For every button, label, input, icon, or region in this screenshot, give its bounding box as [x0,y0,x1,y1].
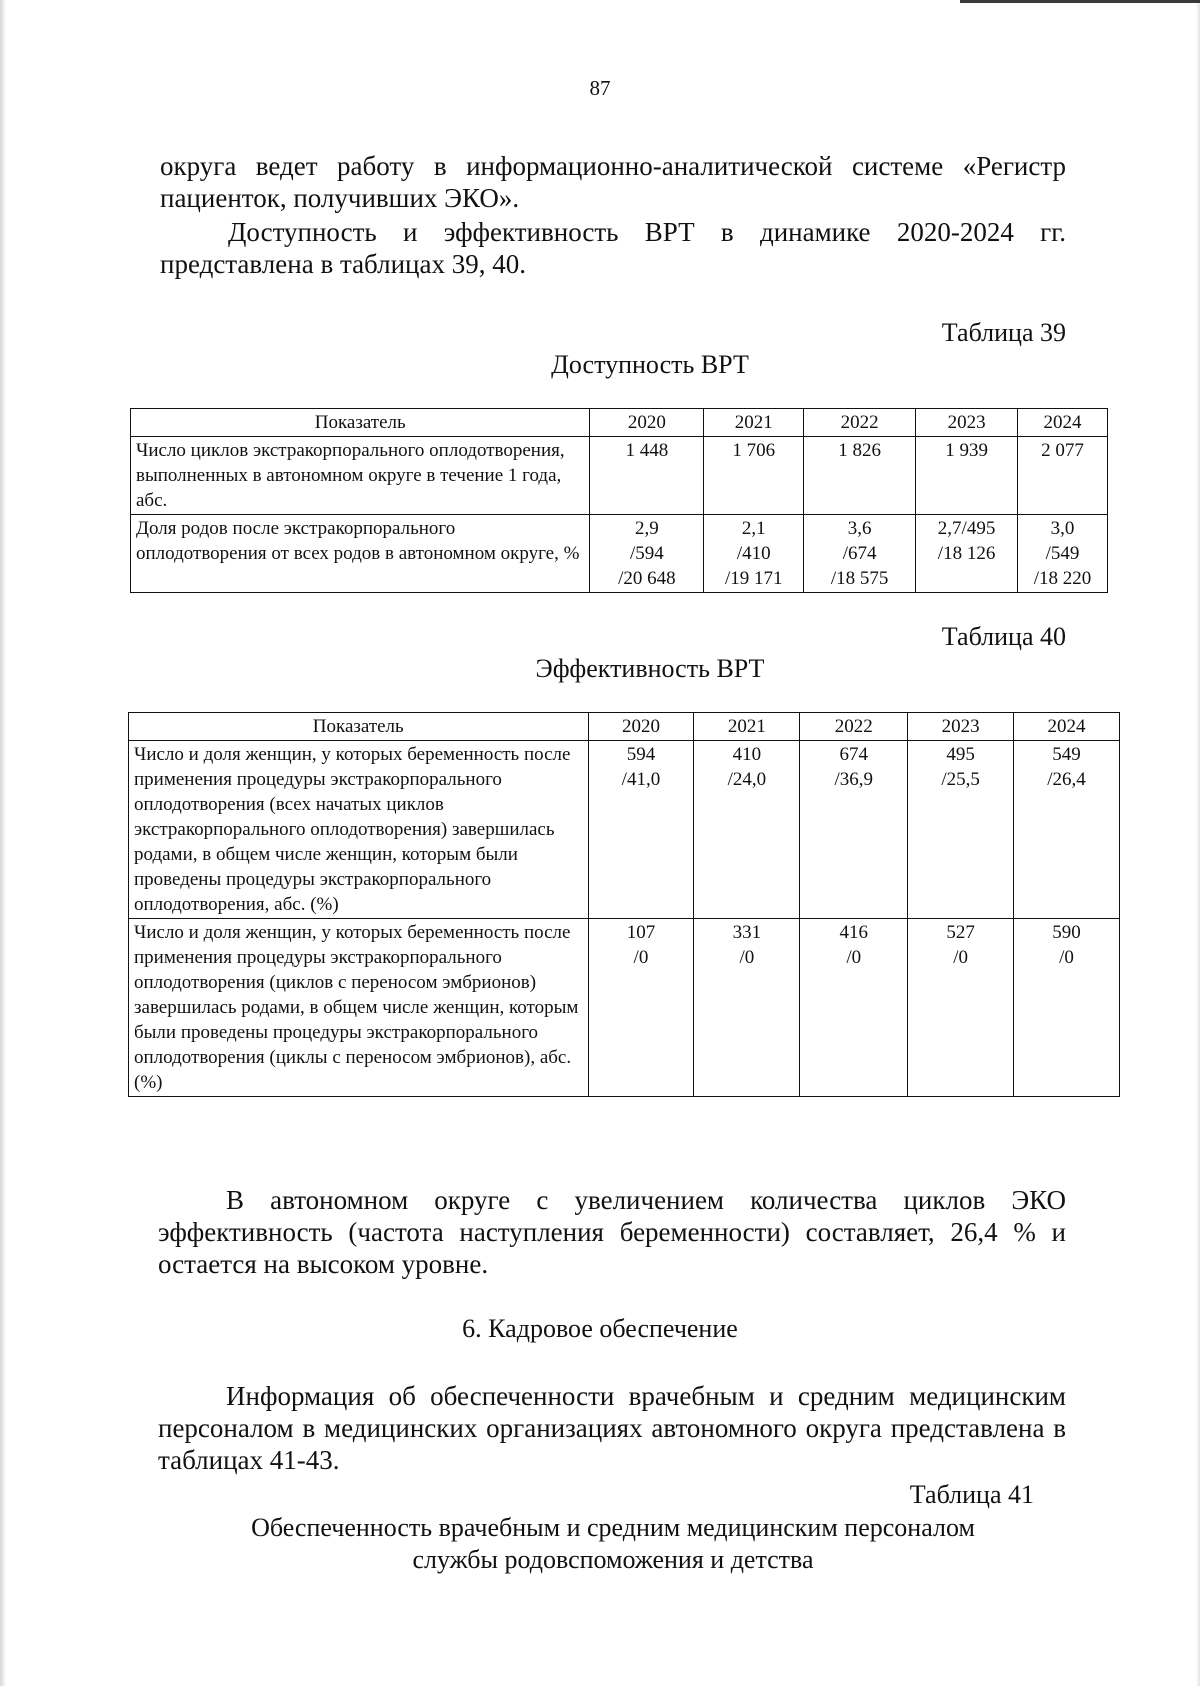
table-40-header-year: 2021 [694,713,800,741]
row-label: Доля родов после экстракорпорального оплодотворения от всех родов в автономном округе, % [131,515,590,593]
table-row [131,515,1108,593]
table-row [131,437,1108,515]
table-40-header-row [129,713,1120,741]
cell-value: 416 /0 [800,919,908,1097]
table-39-header-year: 2023 [916,409,1018,437]
cell-value: 1 706 [704,437,804,515]
cell-value: 594 /41,0 [588,741,694,919]
section-6-heading: 6. Кадровое обеспечение [462,1314,738,1343]
cell-value: 2 077 [1018,437,1108,515]
table-39-header-row [131,409,1108,437]
cell-value: 549 /26,4 [1014,741,1120,919]
cell-value: 495 /25,5 [908,741,1014,919]
paragraph-intro-2: Доступность и эффективность ВРТ в динамике 2020-2024 гг. представлена в таблицах 39, 40. [160,217,1066,279]
row-label: Число и доля женщин, у которых беременность после применения процедуры экстракорпорального оплодотворения (всех начатых циклов экстракорпорального оплодотворения) завершилась родами, в общем числе женщин, которым были проведены процедуры экстракорпорального оплодотворения, абс. (%) [129,741,589,919]
paragraph-staffing-intro: Информация об обеспеченности врачебным и средним медицинским персоналом в медицинских организациях автономного округа представлена в таблицах 41-43. [158,1381,1066,1475]
scan-top-line [960,0,1200,3]
cell-value: 674 /36,9 [800,741,908,919]
table-41-title-line-2: службы родовспоможения и детства [412,1545,814,1574]
table-39-header-year: 2022 [804,409,916,437]
cell-value: 1 826 [804,437,916,515]
row-label: Число и доля женщин, у которых беременность после применения процедуры экстракорпорального оплодотворения (циклов с переносом эмбрионов) завершилась родами, в общем числе женщин, которым были проведены процедуры экстракорпорального оплодотворения (циклы с переносом эмбрионов), абс. (%) [129,919,589,1097]
table-41-title [160,1512,1066,1576]
table-40-title: Эффективность ВРТ [535,654,765,683]
table-39-header-indicator: Показатель [131,409,590,437]
cell-value: 2,7/495 /18 126 [916,515,1018,593]
cell-value: 2,1 /410 /19 171 [704,515,804,593]
table-39-caption: Таблица 39 [941,318,1066,347]
scan-edge-left [0,0,6,1686]
table-41-caption: Таблица 41 [909,1480,1034,1509]
cell-value: 527 /0 [908,919,1014,1097]
table-40-caption: Таблица 40 [941,622,1066,651]
table-40-header-indicator: Показатель [129,713,589,741]
table-41-title-line-1: Обеспеченность врачебным и средним медицинским персоналом [251,1513,975,1542]
table-row [129,741,1120,919]
paragraph-intro-1: округа ведет работу в информационно-аналитической системе «Регистр пациенток, получивших ЭКО». [160,151,1066,213]
cell-value: 107 /0 [588,919,694,1097]
row-label: Число циклов экстракорпорального оплодотворения, выполненных в автономном округе в течение 1 года, абс. [131,437,590,515]
table-40-header-year: 2024 [1014,713,1120,741]
table-row [129,919,1120,1097]
table-39-title: Доступность ВРТ [551,350,749,379]
cell-value: 331 /0 [694,919,800,1097]
cell-value: 2,9 /594 /20 648 [590,515,704,593]
paragraph-conclusion: В автономном округе с увеличением количества циклов ЭКО эффективность (частота наступления беременности) составляет, 26,4 % и остается на высоком уровне. [158,1185,1066,1279]
cell-value: 410 /24,0 [694,741,800,919]
table-40-header-year: 2023 [908,713,1014,741]
table-39 [130,408,1108,593]
table-39-header-year: 2024 [1018,409,1108,437]
table-39-header-year: 2020 [590,409,704,437]
cell-value: 3,0 /549 /18 220 [1018,515,1108,593]
table-39-header-year: 2021 [704,409,804,437]
table-40-header-year: 2020 [588,713,694,741]
cell-value: 590 /0 [1014,919,1120,1097]
table-40-header-year: 2022 [800,713,908,741]
page-number: 87 [589,76,611,100]
scan-edge-right [1196,0,1200,1686]
cell-value: 1 448 [590,437,704,515]
table-40 [128,712,1120,1097]
cell-value: 3,6 /674 /18 575 [804,515,916,593]
cell-value: 1 939 [916,437,1018,515]
